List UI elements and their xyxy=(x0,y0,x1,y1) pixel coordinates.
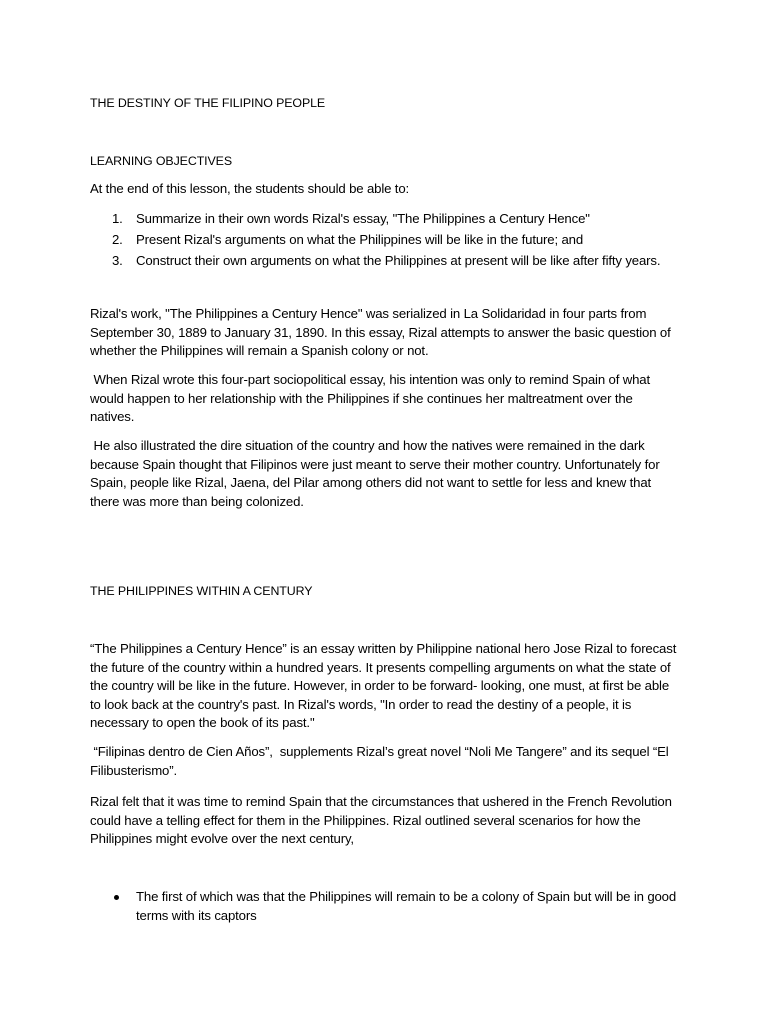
objectives-list xyxy=(90,210,690,273)
paragraph: Rizal's work, "The Philippines a Century Hence" was serialized in La Solidaridad in four parts from September 30, 1889 to January 31, 1890. In this essay, Rizal attempts to answer the basic question of whether the Philippines will remain a Spanish colony or not. xyxy=(90,306,671,358)
list-item xyxy=(90,210,690,231)
section-heading: THE PHILIPPINES WITHIN A CENTURY xyxy=(90,584,313,598)
list-number: 3. xyxy=(112,253,123,268)
scenario-list xyxy=(90,888,680,925)
list-number: 1. xyxy=(112,211,123,226)
list-number: 2. xyxy=(112,232,123,247)
paragraph: “The Philippines a Century Hence” is an essay written by Philippine national hero Jose Rizal to forecast the future of the country within a hundred years. It presents compelling arguments on what the state of the country will be like in the future. However, in order to be forward- looking, one must, at first be able to look back at the country's past. In Rizal's words, "In order to read the destiny of a people, it is necessary to open the book of its past." xyxy=(90,641,677,730)
bullet-icon xyxy=(114,895,119,900)
list-item-text: Present Rizal's arguments on what the Philippines will be like in the future; and xyxy=(136,232,584,247)
paragraph: “Filipinas dentro de Cien Años”, supplements Rizal’s great novel “Noli Me Tangere” and its sequel “El Filibusterismo”. xyxy=(90,744,673,778)
list-item xyxy=(90,888,678,925)
list-item-text: Construct their own arguments on what the Philippines at present will be like after fifty years. xyxy=(136,253,661,268)
list-item xyxy=(90,231,690,252)
objectives-intro: At the end of this lesson, the students should be able to: xyxy=(90,181,410,196)
document-title: THE DESTINY OF THE FILIPINO PEOPLE xyxy=(90,96,326,110)
list-item-text: Summarize in their own words Rizal's essay, "The Philippines a Century Hence" xyxy=(136,211,590,226)
list-item xyxy=(90,252,690,273)
list-item-text: The first of which was that the Philippines will remain to be a colony of Spain but will be in good terms with its captors xyxy=(136,889,677,923)
paragraph: Rizal felt that it was time to remind Spain that the circumstances that ushered in the French Revolution could have a telling effect for them in the Philippines. Rizal outlined several scenarios for how the Philippines might evolve over the next century, xyxy=(90,794,672,846)
objectives-heading: LEARNING OBJECTIVES xyxy=(90,154,233,168)
paragraph: When Rizal wrote this four-part sociopolitical essay, his intention was only to remind Spain of what would happen to her relationship with the Philippines if she continues her maltreatment over the natives. xyxy=(90,372,654,424)
paragraph: He also illustrated the dire situation of the country and how the natives were remained in the dark because Spain thought that Filipinos were just meant to serve their mother country. Unfortunately for Spain, people like Rizal, Jaena, del Pilar among others did not want to settle for less and knew that there was more than being colonized. xyxy=(90,438,664,509)
